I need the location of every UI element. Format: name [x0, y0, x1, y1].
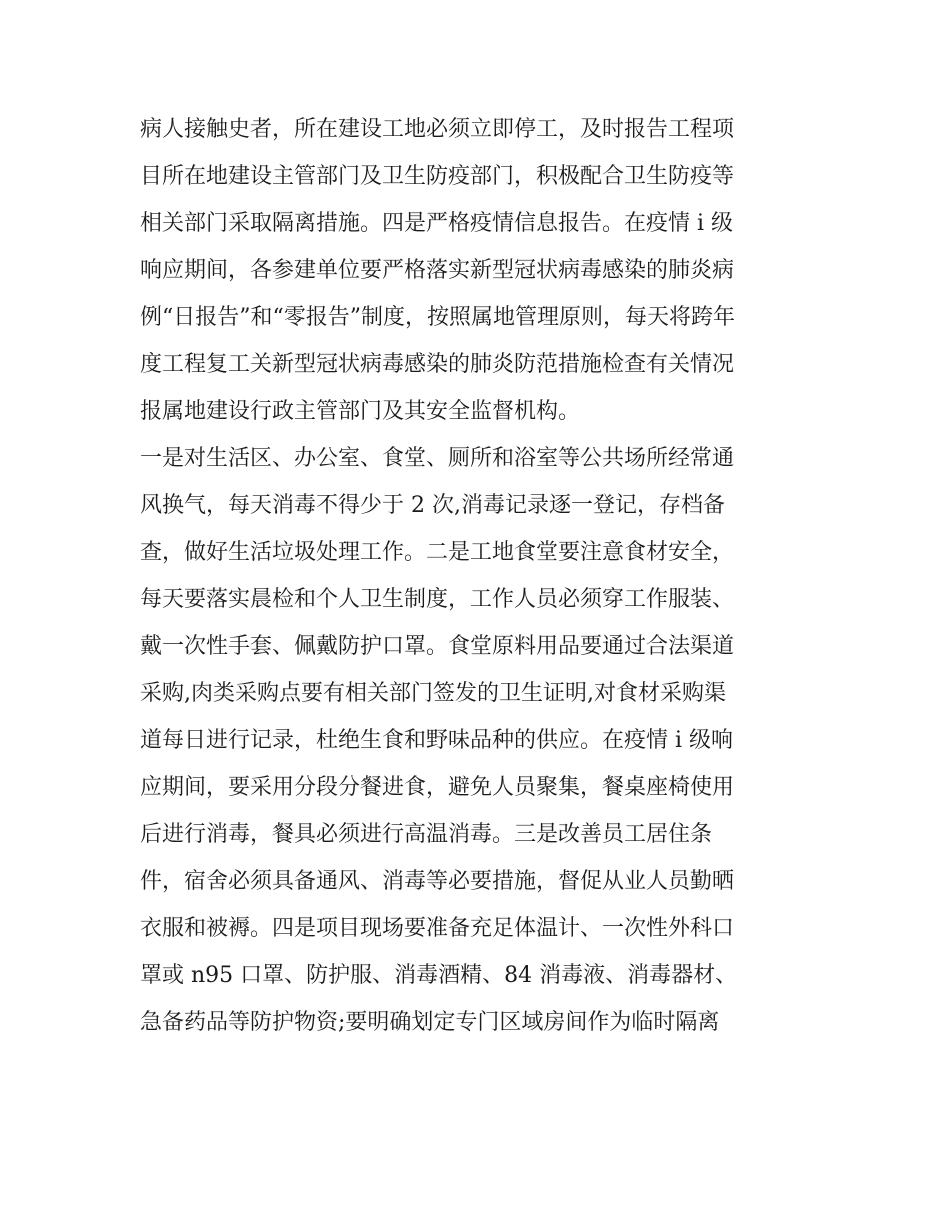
text-line: 报属地建设行政主管部门及其安全监督机构。	[140, 399, 581, 424]
text-line: 病人接触史者，所在建设工地必须立即停工，及时报告工程项	[140, 117, 735, 142]
text-line: 件，宿舍必须具备通风、消毒等必要措施，督促从业人员勤晒	[140, 869, 735, 894]
text-line: 采购,肉类采购点要有相关部门签发的卫生证明,对食材采购渠	[140, 681, 726, 706]
body-text	[140, 106, 840, 1046]
text-line: 相关部门采取隔离措施。四是严格疫情信息报告。在疫情 i 级	[140, 211, 734, 236]
text-line: 每天要落实晨检和个人卫生制度，工作人员必须穿工作服装、	[140, 587, 735, 612]
text-line: 应期间，要采用分段分餐进食，避免人员聚集，餐桌座椅使用	[140, 775, 735, 800]
text-line: 道每日进行记录，杜绝生食和野味品种的供应。在疫情 i 级响	[140, 728, 734, 753]
text-line: 后进行消毒，餐具必须进行高温消毒。三是改善员工居住条	[140, 822, 713, 847]
text-line: 戴一次性手套、佩戴防护口罩。食堂原料用品要通过合法渠道	[140, 634, 735, 659]
text-line: 急备药品等防护物资;要明确划定专门区域房间作为临时隔离	[140, 1010, 720, 1035]
text-line: 一是对生活区、办公室、食堂、厕所和浴室等公共场所经常通	[140, 446, 735, 471]
text-line: 目所在地建设主管部门及卫生防疫部门，积极配合卫生防疫等	[140, 164, 735, 189]
text-line: 罩或 n95 口罩、防护服、消毒酒精、84 消毒液、消毒器材、	[140, 963, 738, 988]
text-line: 度工程复工关新型冠状病毒感染的肺炎防范措施检查有关情况	[140, 352, 735, 377]
text-line: 例“日报告”和“零报告”制度，按照属地管理原则，每天将跨年	[140, 305, 735, 330]
text-line: 风换气，每天消毒不得少于 2 次,消毒记录逐一登记，存档备	[140, 493, 725, 518]
text-line: 响应期间，各参建单位要严格落实新型冠状病毒感染的肺炎病	[140, 258, 735, 283]
text-line: 查，做好生活垃圾处理工作。二是工地食堂要注意食材安全，	[140, 540, 735, 565]
text-line: 衣服和被褥。四是项目现场要准备充足体温计、一次性外科口	[140, 916, 735, 941]
